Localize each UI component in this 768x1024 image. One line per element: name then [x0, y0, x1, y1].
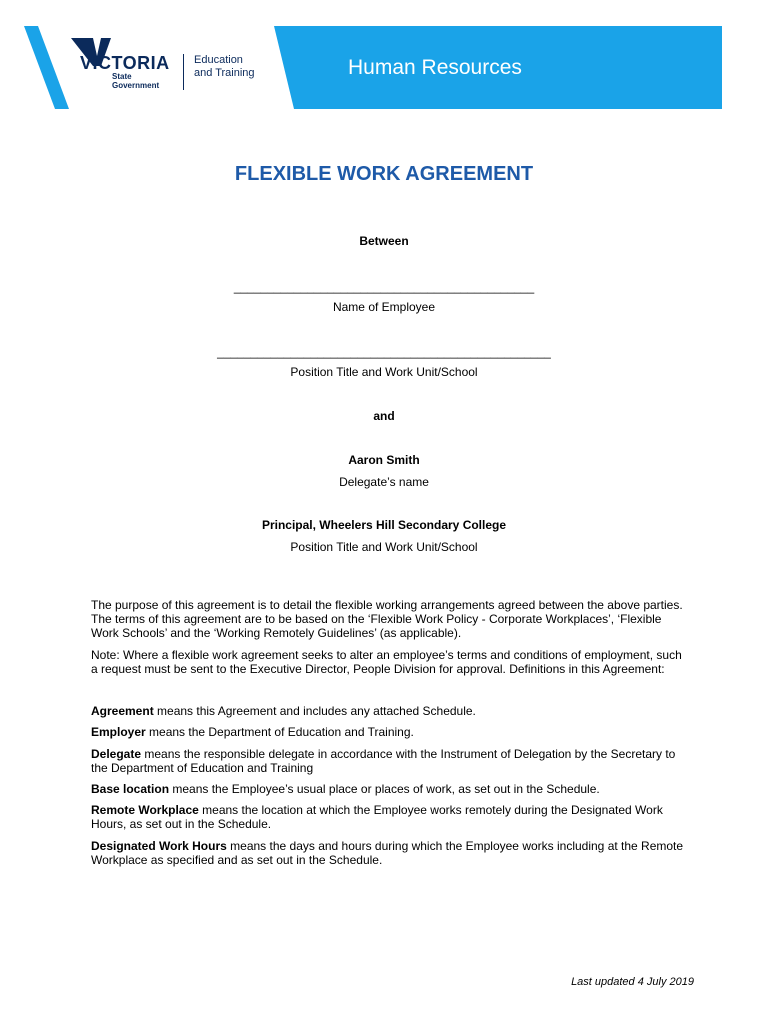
department-name	[194, 54, 255, 80]
dept-line-2: and Training	[194, 67, 255, 79]
brand-divider	[183, 54, 184, 90]
definition-delegate	[91, 747, 691, 775]
between-label: Between	[359, 234, 409, 248]
purpose-paragraph: The purpose of this agreement is to detail the flexible working arrangements agreed between the above parties. The terms of this agreement are to be based on the ‘Flexible Work Policy - Corporate Workplaces’, ‘Flexible Work Schools’ and the ‘Working Remotely Guidelines’ (as applicable).	[91, 598, 683, 640]
definition-employer	[91, 725, 691, 739]
definition-agreement	[91, 704, 691, 718]
state-government-label	[112, 72, 159, 90]
and-label: and	[373, 409, 395, 423]
section-title: Human Resources	[348, 56, 522, 79]
state-label: State	[112, 72, 132, 81]
definition-term: Delegate	[91, 747, 142, 761]
definition-text: means the location at which the Employee works remotely during the Designated Work Hours, as set out in the Schedule.	[91, 803, 663, 831]
definition-text: means the Employee’s usual place or places of work, as set out in the Schedule.	[169, 782, 600, 796]
definition-remote-workplace	[91, 803, 691, 831]
delegate-position-label: Position Title and Work Unit/School	[290, 540, 478, 554]
employee-name-label: Name of Employee	[332, 300, 436, 314]
victoria-wordmark: VICTORIA	[80, 53, 170, 73]
delegate-position: Principal, Wheelers Hill Secondary College	[261, 518, 507, 532]
last-updated-footer: Last updated 4 July 2019	[571, 976, 694, 988]
government-label: Government	[112, 81, 160, 90]
position-line: __________________________________________________	[217, 345, 551, 359]
delegate-name-label: Delegate’s name	[339, 475, 429, 489]
dept-line-1: Education	[194, 54, 243, 66]
definition-term: Base location	[91, 782, 170, 796]
definition-term: Employer	[91, 725, 146, 739]
definition-base-location	[91, 782, 691, 796]
note-paragraph: Note: Where a flexible work agreement seeks to alter an employee’s terms and conditions of employment, such a request must be sent to the Executive Director, People Division for approval. Definitions in this Agreement:	[91, 648, 682, 676]
employee-name-line: _____________________________________________	[233, 280, 535, 294]
position-label: Position Title and Work Unit/School	[290, 365, 478, 379]
delegate-name: Aaron Smith	[348, 453, 420, 467]
definition-text: means this Agreement and includes any attached Schedule.	[153, 704, 476, 718]
definition-designated-work-hours	[91, 839, 691, 867]
document-title: FLEXIBLE WORK AGREEMENT	[234, 163, 534, 185]
definition-term: Agreement	[91, 704, 154, 718]
definition-term: Remote Workplace	[91, 803, 199, 817]
definition-term: Designated Work Hours	[91, 839, 227, 853]
definition-text: means the Department of Education and Training.	[145, 725, 414, 739]
definition-text: means the days and hours during which the Employee works including at the Remote Workplace as specified and as set out in the Schedule.	[91, 839, 684, 867]
definition-text: means the responsible delegate in accordance with the Instrument of Delegation by the Secretary to the Department of Education and Training	[91, 747, 676, 775]
